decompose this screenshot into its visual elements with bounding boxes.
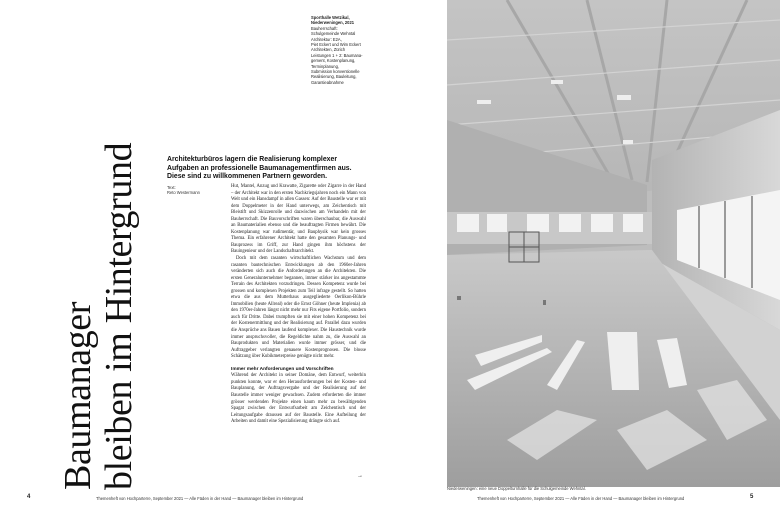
project-line: Garantieabnahme — [311, 79, 344, 85]
project-line: Terminplanung, — [311, 63, 339, 69]
continue-arrow-icon: → — [357, 473, 363, 479]
article-title — [58, 20, 140, 490]
project-line: gement, Kostenplanung, — [311, 58, 356, 64]
project-line: Bauherrschaft: — [311, 25, 338, 31]
lead-line: Aufgaben an professionelle Baumanagementfirmen aus. — [167, 164, 352, 172]
page-number-right: 5 — [750, 494, 754, 500]
right-page — [447, 0, 780, 520]
body-paragraph: Doch mit dem rasanten wirtschaftlichen Wachstum und dem rasanten bautechnischen Entwicklungen ab den 1960er-Jahren veränderten sich auch die Anforderungen an die Architekten. Die ersten Generalunternehmer begannen, immer stärker ins angestammte Terrain des Architekten vorzudringen. Dessen Kompetenz wurde bei grossen und komplexen Projekten zum Teil infrage gestellt. So hatten etwa die aus dem Mutterhaus ausgegliederte Oerlikon-Bührle Immobilien (heute Allreal) oder die Ernst Göhner (heute Implenia) ab den 1970er-Jahren längst nicht mehr nur Fits eigene Portfolio, sondern auch für Dritte. Dabei trumpften sie mit einer hohen Kompetenz bei der Kostenermittlung und der Realisierung auf. Parallel dazu wurden die Ansprüche ans Bauen laufend komplexer. Die Haustechnik wurde immer anspruchsvoller, die Regeldichte nahm zu, die Auswahl an Bauprodukten und Materialien wurde immer grösser, und die Auftraggeber verlangten genauere Kostenprognosen. Die blosse Schätzung über Kubikmeterpreise genügte nicht mehr. — [231, 256, 366, 360]
title-line-1: Baumanager — [57, 301, 99, 490]
project-line: Submission konventionelle — [311, 69, 360, 75]
footer-left: Themenheft von Hochparterre, September 2021 — Alle Fäden in der Hand — Baumanager bleiben im Hintergrund — [96, 496, 304, 501]
lead-line: Architekturbüros lagern die Realisierung komplexer — [167, 156, 338, 163]
lead-paragraph — [167, 156, 387, 182]
footer-right: Themenheft von Hochparterre, September 2021 — Alle Fäden in der Hand — Baumanager bleiben im Hintergrund — [477, 496, 685, 501]
project-heading-1: Sporthalle Wetzikal, — [311, 15, 350, 20]
lead-line: Diese sind zu willkommenen Partnern geworden. — [167, 173, 328, 181]
project-line: Architekten, Zürich — [311, 47, 346, 53]
project-line: Schulgemeinde Wehntal — [311, 31, 356, 37]
body-text — [231, 184, 366, 426]
author-name: Reto Westermann — [167, 190, 200, 196]
project-line: Piet Eckert und Wim Eckert — [311, 42, 361, 48]
photo-caption: Niederweningen: eine neue Doppelturnhalle für die Schulgemeinde Wehntal. — [447, 486, 586, 491]
project-line: Architektur: E2A, — [311, 36, 342, 42]
author-credit — [167, 185, 200, 195]
project-heading-2: Niederweningen, 2021 — [311, 20, 355, 26]
gym-hall-photo — [447, 0, 780, 487]
page-number-left: 4 — [27, 494, 31, 500]
body-paragraph: Während der Architekt in seiner Domäne, dem Entwurf, weiterhin punkten konnte, war er den Herausforderungen bei der Kosten- und Bauplanung, der Auftragsvergabe und der Realisierung auf der Baustelle immer weniger gewachsen. Zudem erforderten die immer grösser werdenden Projekte einen kaum mehr zu bewältigenden Spagat zwischen der Entwurfsarbeit am Zeichentisch und der Leitungsaufgabe draussen auf der Baustelle. Eine Aufteilung der Arbeiten und damit eine Spezialisierung drängte sich auf. — [231, 373, 366, 425]
project-line: Leistungen 1 + 2: Baumana- — [311, 52, 363, 58]
title-line-2: bleiben im Hintergrund — [98, 142, 140, 490]
project-line: Realisierung, Bauleitung, — [311, 74, 357, 80]
project-info-box — [311, 15, 375, 85]
body-paragraph: Hut, Mantel, Anzug und Krawatte, Zigarette oder Zigarre in der Hand – der Architekt war in den ersten Nachkriegsjahren noch ein Mann von Welt und ein Hansdampf in allen Gassen: Auf der Baustelle war er mit dem Doppelmeter in der Hand unterwegs, am Zeichentisch mit Bleistift und Skizzenrolle und dazwischen am Verhandeln mit der Bauherrschaft. Die Bauvorschriften waren überschaubar, die Auswahl an Baumaterialien ebenso und die beauftragten Firmen bewährt. Die Kostenplanung war rudimentär, und Bauphysik war kein grosses Thema. Ein erfahrener Architekt hatte den gesamten Planungs- und Bauprozess im Griff, zur Hand gingen ihm höchstens der Bauingenieur und der Landschaftsarchitekt. — [231, 184, 366, 255]
credit-label: Text: — [167, 185, 176, 190]
subheading: Immer mehr Anforderungen und Vorschriften — [231, 366, 334, 372]
